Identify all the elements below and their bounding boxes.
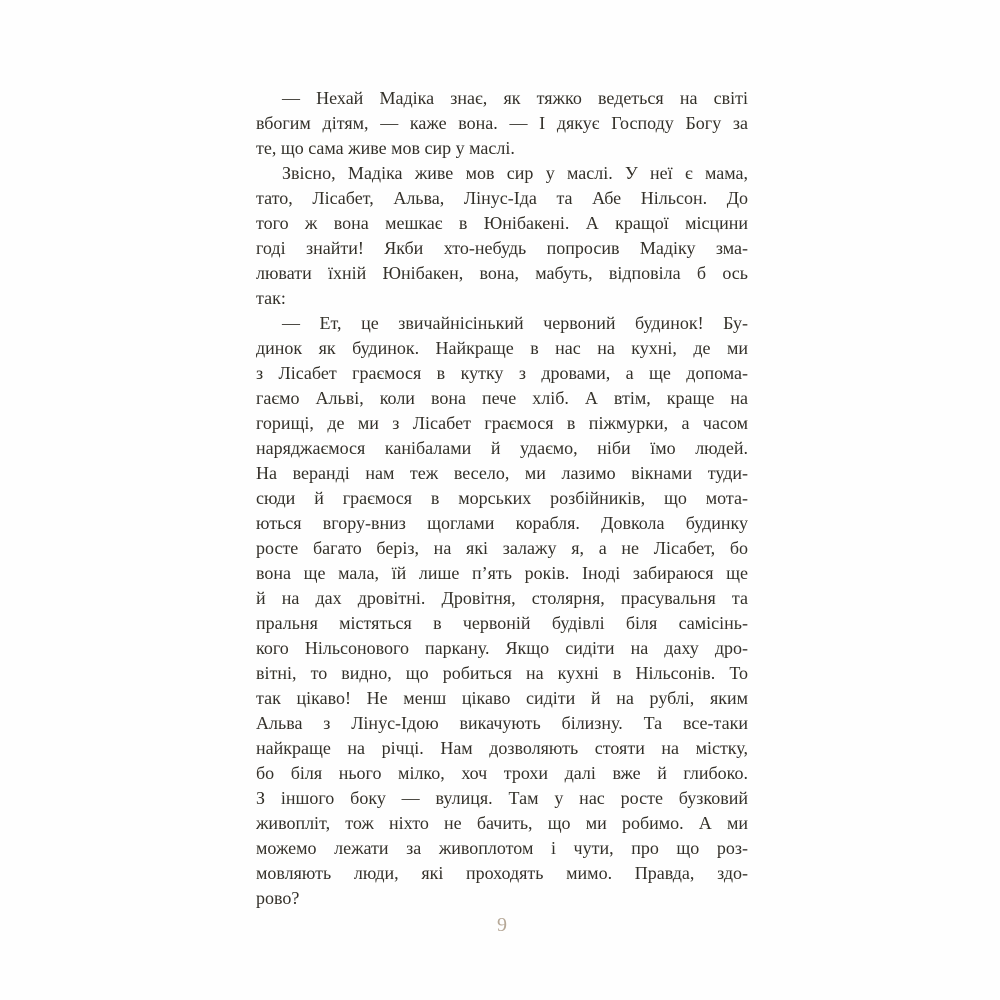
text-line: динок як будинок. Найкраще в нас на кухні, де ми — [256, 338, 748, 358]
text-line: горищі, де ми з Лісабет граємося в піжмурки, а часом — [256, 413, 748, 433]
text-line: те, що сама живе мов сир у маслі. — [256, 138, 515, 158]
text-line: З іншого боку — вулиця. Там у нас росте бузковий — [256, 788, 748, 808]
text-line: На веранді нам теж весело, ми лазимо вікнами туди- — [256, 463, 748, 483]
text-line: того ж вона мешкає в Юнібакені. А кращої місцини — [256, 213, 748, 233]
text-line: так цікаво! Не менш цікаво сидіти й на рублі, яким — [256, 688, 748, 708]
text-line: так: — [256, 288, 286, 308]
text-line: — Ет, це звичайнісінький червоний будинок! Бу- — [282, 313, 748, 333]
paragraph — [256, 86, 748, 161]
text-line: вбогим дітям, — каже вона. — І дякує Господу Богу за — [256, 113, 748, 133]
text-line: Альва з Лінус-Ідою викачують білизну. Та все-таки — [256, 713, 748, 733]
text-line: найкраще на річці. Нам дозволяють стояти на містку, — [256, 738, 748, 758]
text-line: Звісно, Мадіка живе мов сир у маслі. У неї є мама, — [282, 163, 748, 183]
text-line: тато, Лісабет, Альва, Лінус-Іда та Абе Нільсон. До — [256, 188, 748, 208]
text-line: — Нехай Мадіка знає, як тяжко ведеться на світі — [282, 88, 748, 108]
text-line: вона ще мала, їй лише п’ять років. Іноді забираюся ще — [256, 563, 748, 583]
page-number: 9 — [497, 914, 507, 936]
text-line: бо біля нього мілко, хоч трохи далі вже й глибоко. — [256, 763, 748, 783]
text-line: з Лісабет граємося в кутку з дровами, а ще допома- — [256, 363, 748, 383]
text-line: живопліт, тож ніхто не бачить, що ми робимо. А ми — [256, 813, 748, 833]
text-line: й на дах дровітні. Дровітня, столярня, прасувальня та — [256, 588, 748, 608]
body-text — [256, 86, 748, 911]
text-line: сюди й граємося в морських розбійників, що мота- — [256, 488, 748, 508]
text-line: гаємо Альві, коли вона пече хліб. А втім, краще на — [256, 388, 748, 408]
text-line: годі знайти! Якби хто-небудь попросив Мадіку зма- — [256, 238, 748, 258]
paragraph — [256, 161, 748, 311]
text-line: наряджаємося канібалами й удаємо, ніби їмо людей. — [256, 438, 748, 458]
text-line: вітні, то видно, що робиться на кухні в Нільсонів. То — [256, 663, 748, 683]
text-line: кого Нільсонового паркану. Якщо сидіти на даху дро- — [256, 638, 748, 658]
text-line: росте багато беріз, на які залажу я, а не Лісабет, бо — [256, 538, 748, 558]
text-line: мовляють люди, які проходять мимо. Правда, здо- — [256, 863, 748, 883]
text-line: лювати їхній Юнібакен, вона, мабуть, відповіла б ось — [256, 263, 748, 283]
text-line: рово? — [256, 888, 300, 908]
text-line: можемо лежати за живоплотом і чути, про що роз- — [256, 838, 748, 858]
paragraph — [256, 311, 748, 911]
text-line: пральня містяться в червоній будівлі біля самісінь- — [256, 613, 748, 633]
text-line: ються вгору-вниз щоглами корабля. Довкола будинку — [256, 513, 748, 533]
